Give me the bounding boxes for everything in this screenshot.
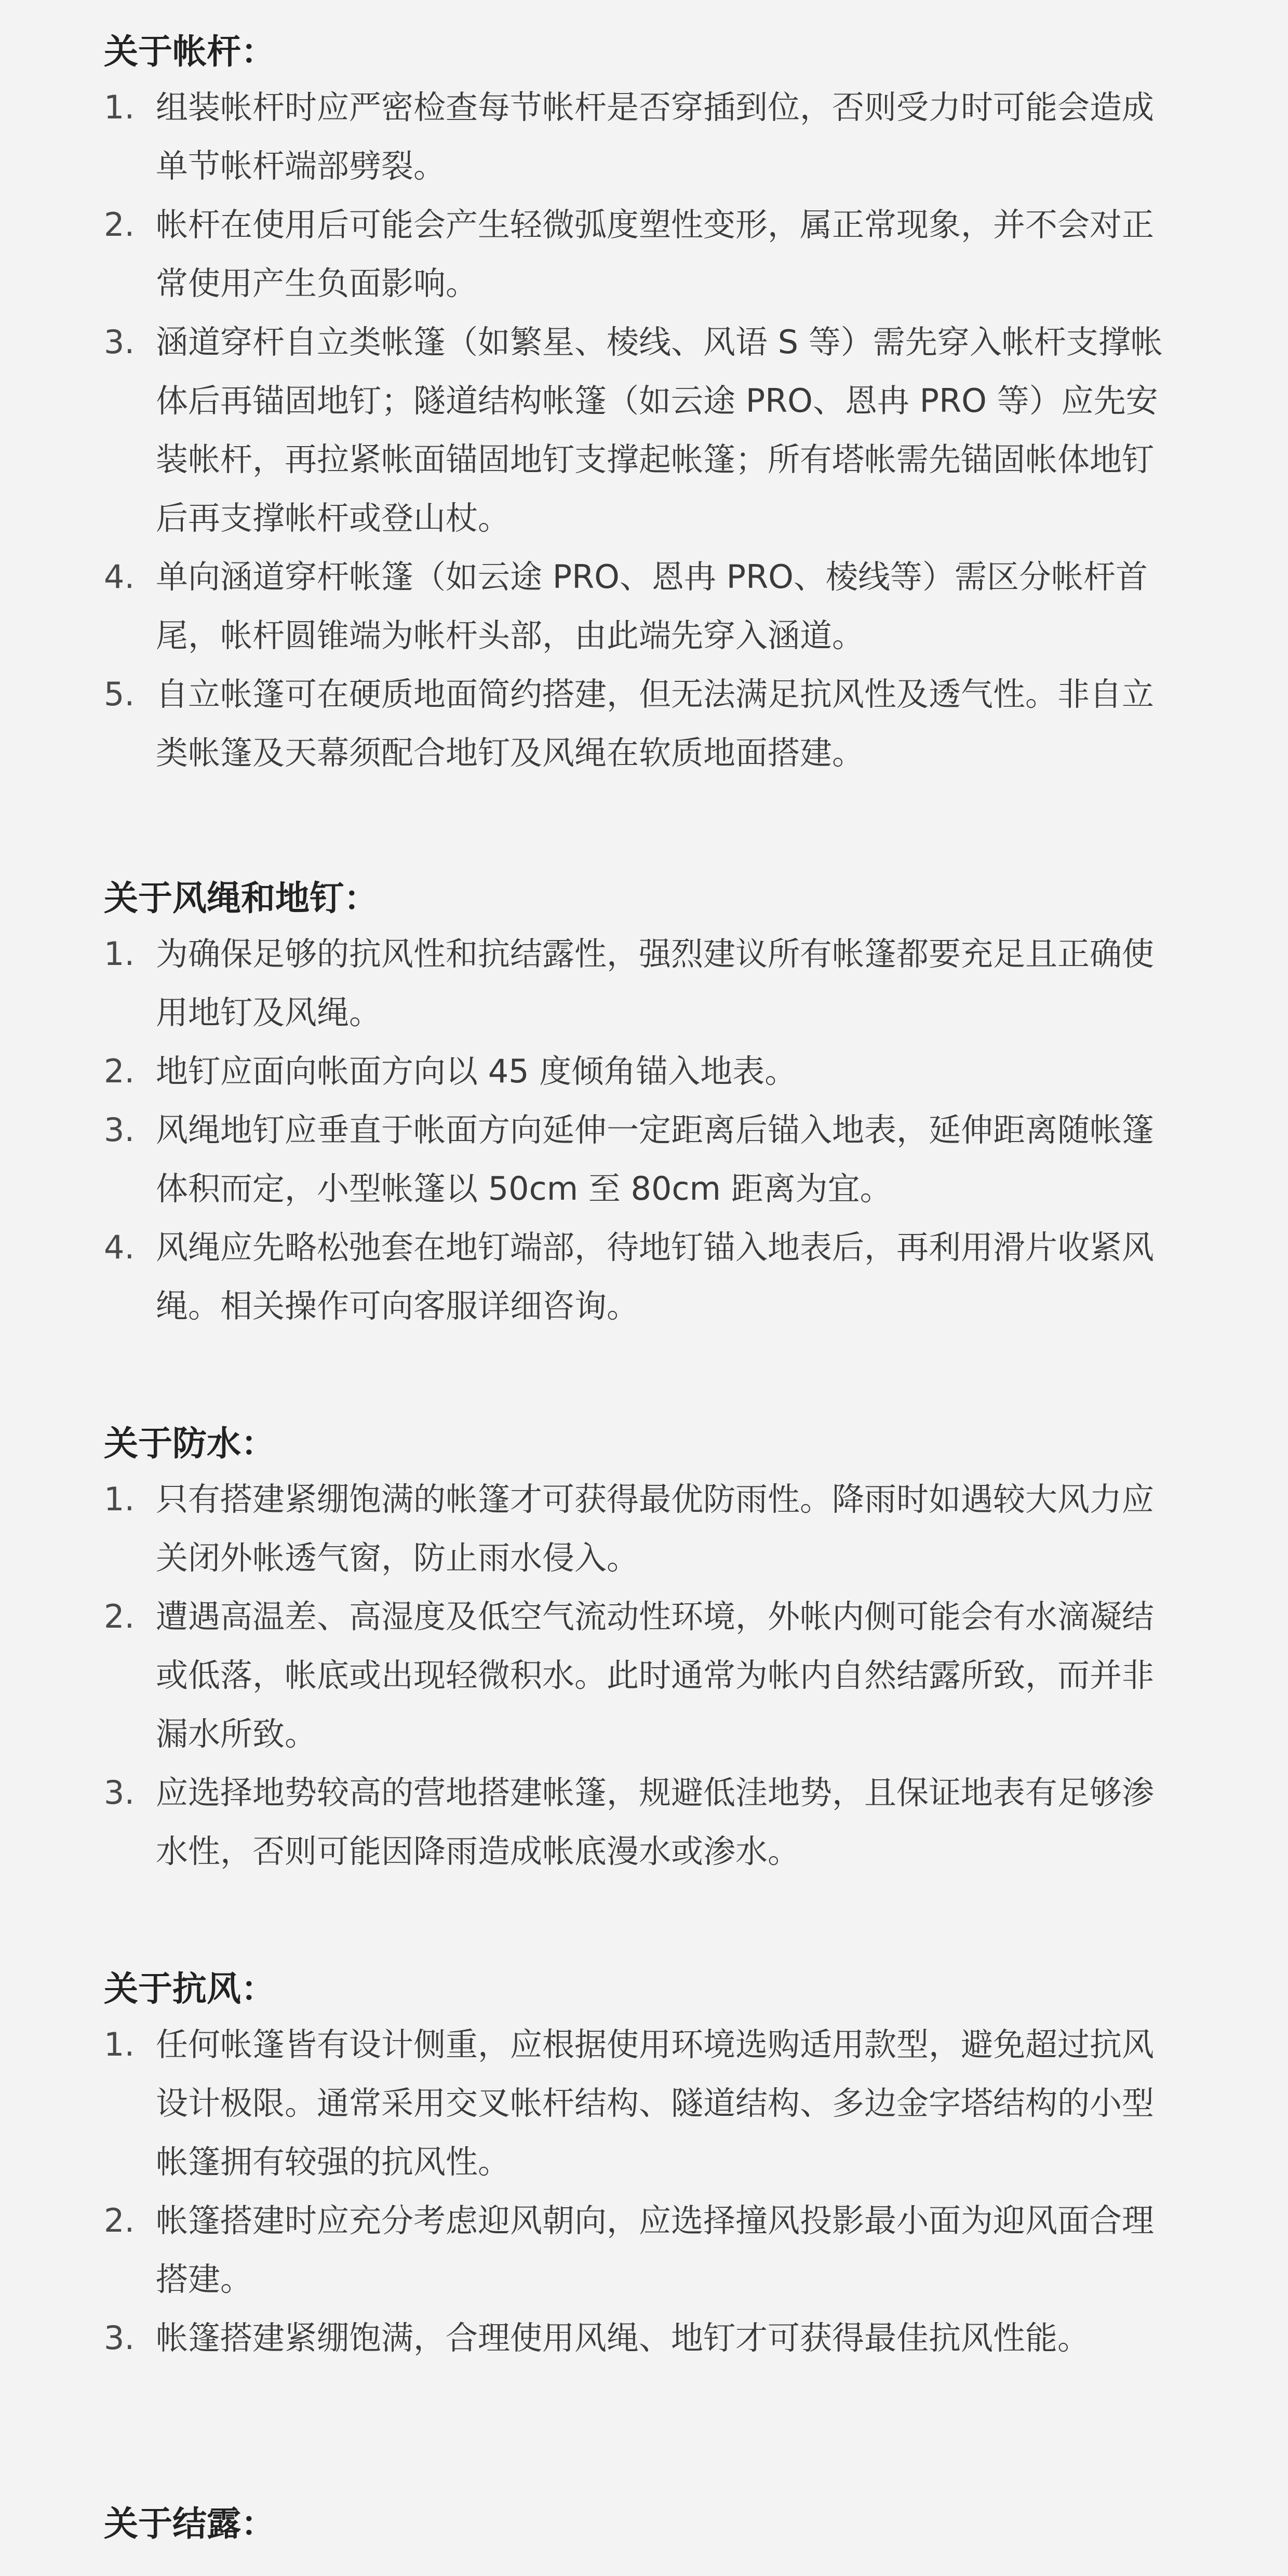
item-text: 遭遇高温差、高湿度及低空气流动性环境，外帐内侧可能会有水滴凝结或低落，帐底或出现轻微积水。此时通常为帐内自然结露所致，而并非漏水所致。 [156,1598,1155,1753]
item-text: 帐篷搭建紧绷饱满，合理使用风绳、地钉才可获得最佳抗风性能。 [156,2319,1090,2357]
section-title: 关于风绳和地钉： [104,878,378,918]
item-number: 1. [104,2025,135,2063]
section-title: 关于防水： [104,1424,275,1464]
item-text: 地钉应面向帐面方向以 45 度倾角锚入地表。 [156,1052,797,1090]
item-number: 3. [104,1774,135,1812]
item-text: 帐篷搭建时应充分考虑迎风朝向，应选择撞风投影最小面为迎风面合理搭建。 [156,2202,1155,2298]
item-text: 任何帐篷皆有设计侧重，应根据使用环境选购适用款型，避免超过抗风设计极限。通常采用交叉帐杆结构、隧道结构、多边金字塔结构的小型帐篷拥有较强的抗风性。 [156,2025,1155,2181]
list-item [104,195,1184,313]
section-title: 关于抗风： [104,1969,275,2009]
item-number: 1. [104,1480,135,1518]
item-number: 5. [104,675,135,713]
item-list [104,1470,1184,1881]
section-title: 关于帐杆： [104,32,275,72]
item-text: 应选择地势较高的营地搭建帐篷，规避低洼地势，且保证地表有足够渗水性，否则可能因降雨造成帐底漫水或渗水。 [156,1774,1155,1870]
list-item [104,78,1184,195]
item-number: 2. [104,1052,135,1090]
item-text: 为确保足够的抗风性和抗结露性，强烈建议所有帐篷都要充足且正确使用地钉及风绳。 [156,935,1155,1031]
item-number: 4. [104,558,135,596]
section-condensation [104,2498,1184,2550]
item-text: 帐杆在使用后可能会产生轻微弧度塑性变形，属正常现象，并不会对正常使用产生负面影响。 [156,206,1155,302]
list-item [104,1587,1184,1763]
item-text: 只有搭建紧绷饱满的帐篷才可获得最优防雨性。降雨时如遇较大风力应关闭外帐透气窗，防止雨水侵入。 [156,1480,1155,1577]
list-item [104,924,1184,1042]
item-number: 3. [104,323,135,361]
item-text: 自立帐篷可在硬质地面简约搭建，但无法满足抗风性及透气性。非自立类帐篷及天幕须配合地钉及风绳在软质地面搭建。 [156,675,1155,772]
list-item [104,1763,1184,1881]
item-list [104,924,1184,1335]
list-item [104,1470,1184,1587]
list-item [104,2015,1184,2191]
section-wind-resistance [104,1963,1184,2367]
section-guylines-stakes [104,873,1184,1335]
item-number: 2. [104,206,135,244]
item-list [104,2015,1184,2367]
list-item [104,2309,1184,2367]
section-title: 关于结露： [104,2504,275,2544]
item-text: 涵道穿杆自立类帐篷（如繁星、棱线、风语 S 等）需先穿入帐杆支撑帐体后再锚固地钉；隧道结构帐篷（如云途 PRO、恩冉 PRO 等）应先安装帐杆，再拉紧帐面锚固地钉支撑起帐篷；所有塔帐需先锚固帐体地钉后再支撑帐杆或登山杖。 [156,323,1163,537]
section-tent-poles [104,26,1184,782]
item-number: 2. [104,1598,135,1635]
item-number: 3. [104,2319,135,2357]
list-item [104,547,1184,665]
item-number: 3. [104,1111,135,1149]
item-text: 单向涵道穿杆帐篷（如云途 PRO、恩冉 PRO、棱线等）需区分帐杆首尾，帐杆圆锥端为帐杆头部，由此端先穿入涵道。 [156,558,1148,654]
item-number: 1. [104,88,135,126]
list-item [104,313,1184,547]
item-text: 组装帐杆时应严密检查每节帐杆是否穿插到位，否则受力时可能会造成单节帐杆端部劈裂。 [156,88,1155,185]
section-waterproof [104,1418,1184,1881]
item-number: 2. [104,2202,135,2239]
list-item [104,665,1184,782]
list-item [104,1101,1184,1218]
item-text: 风绳地钉应垂直于帐面方向延伸一定距离后锚入地表，延伸距离随帐篷体积而定，小型帐篷以 50cm 至 80cm 距离为宜。 [156,1111,1155,1208]
list-item [104,1042,1184,1101]
list-item [104,1218,1184,1335]
item-text: 风绳应先略松弛套在地钉端部，待地钉锚入地表后，再利用滑片收紧风绳。相关操作可向客服详细咨询。 [156,1228,1155,1325]
item-number: 4. [104,1228,135,1266]
list-item [104,2191,1184,2309]
item-number: 1. [104,935,135,973]
item-list [104,78,1184,782]
